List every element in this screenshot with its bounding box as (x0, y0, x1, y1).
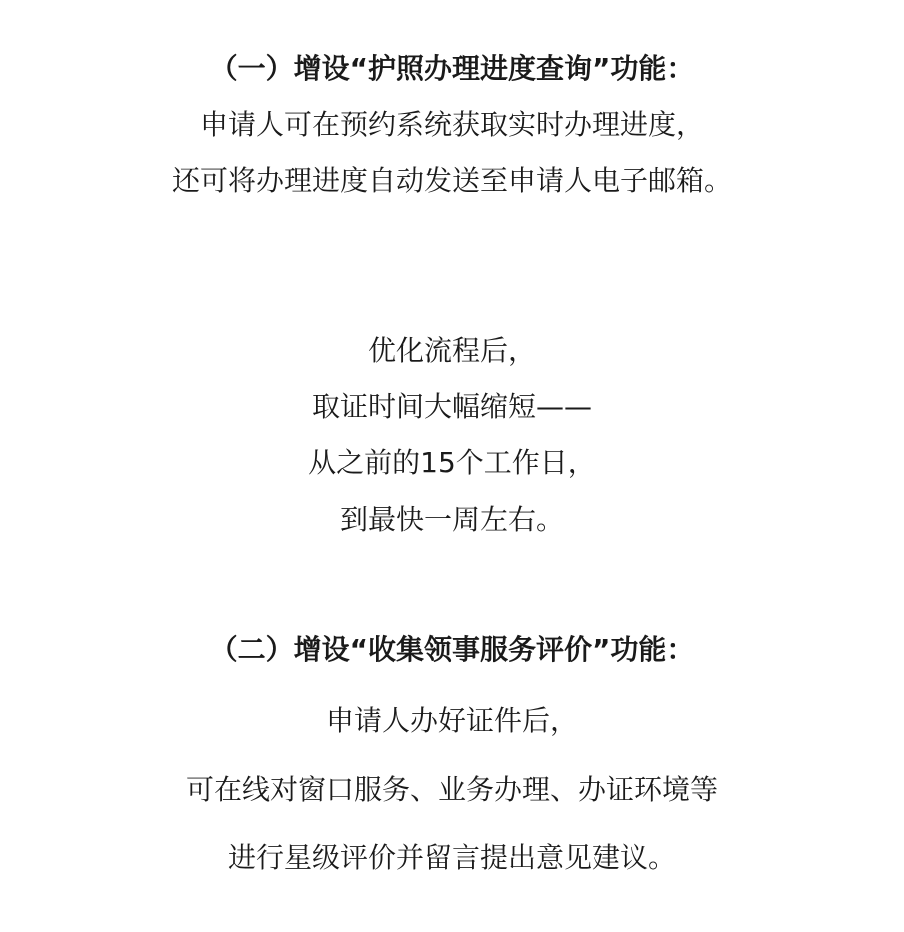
section-2-line-1: 申请人办好证件后， (325, 704, 578, 737)
section-2-line-2: 可在线对窗口服务、业务办理、办证环境等 (185, 773, 718, 806)
section-1-line-1: 申请人可在预约系统获取实时办理进度， (199, 108, 704, 141)
section-1-heading: （一）增设“护照办理进度查询”功能： (209, 52, 695, 85)
section-2-line-3: 进行星级评价并留言提出意见建议。 (227, 841, 676, 874)
section-2-heading: （二）增设“收集领事服务评价”功能： (209, 633, 695, 666)
summary-line-1: 优化流程后， (367, 334, 536, 367)
section-1-line-2: 还可将办理进度自动发送至申请人电子邮箱。 (171, 164, 732, 197)
summary-line-2: 取证时间大幅缩短—— (311, 390, 592, 423)
summary-line-3: 从之前的15个工作日， (308, 446, 596, 479)
summary-line-4: 到最快一周左右。 (339, 503, 564, 536)
